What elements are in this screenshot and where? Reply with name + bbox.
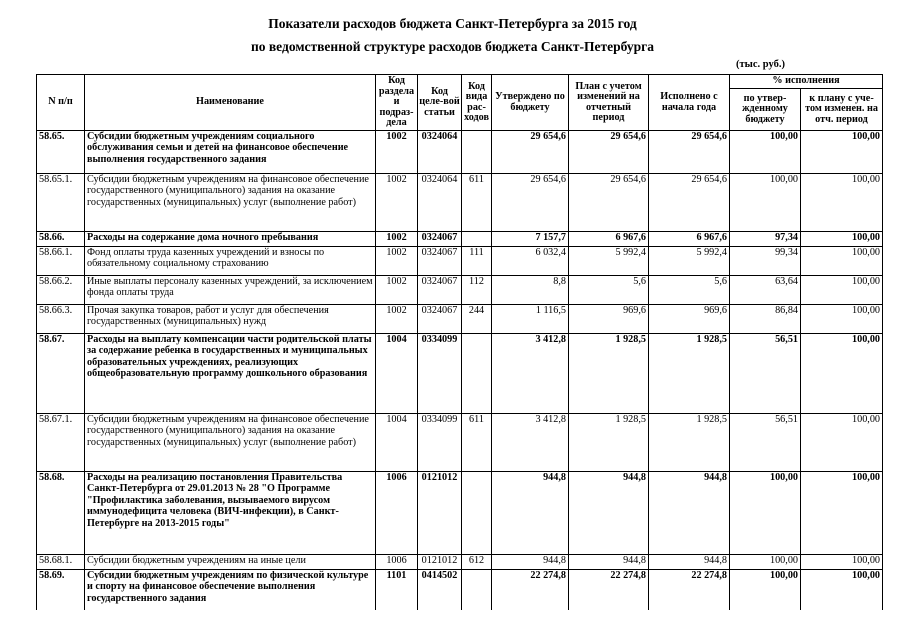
- row-number: 58.65.: [37, 131, 85, 174]
- header-vid: Код вида рас-ходов: [462, 75, 492, 131]
- row-pct-plan: 100,00: [801, 305, 883, 334]
- row-name: Расходы на реализацию постановления Правительства Санкт-Петербурга от 29.01.2013 № 28 "О Программе "Профилактика заболевания, вызываемого вирусом иммунодефицита человека (ВИЧ-инфекции), в Санкт-Петербурге на 2013-2015 годы": [85, 472, 376, 555]
- row-pct-budget: 99,34: [730, 247, 801, 276]
- row-pct-budget: 56,51: [730, 334, 801, 414]
- row-pct-plan: 100,00: [801, 247, 883, 276]
- row-statya: 0334099: [418, 334, 462, 414]
- row-razdel: 1006: [376, 555, 418, 570]
- header-executed: Исполнено с начала года: [649, 75, 730, 131]
- table-row: [37, 247, 883, 276]
- row-statya: 0414502: [418, 570, 462, 610]
- row-executed: 29 654,6: [649, 174, 730, 232]
- row-vid: 112: [462, 276, 492, 305]
- row-approved: 29 654,6: [492, 174, 569, 232]
- row-number: 58.68.1.: [37, 555, 85, 570]
- row-plan: 22 274,8: [569, 570, 649, 610]
- row-number: 58.65.1.: [37, 174, 85, 232]
- row-number: 58.67.: [37, 334, 85, 414]
- row-approved: 8,8: [492, 276, 569, 305]
- row-executed: 944,8: [649, 555, 730, 570]
- row-name: Расходы на выплату компенсации части родительской платы за содержание ребенка в государственных и муниципальных образовательных учреждениях, реализующих общеобразовательную программу дошкольного образования: [85, 334, 376, 414]
- row-razdel: 1004: [376, 334, 418, 414]
- row-statya: 0324067: [418, 232, 462, 247]
- header-pct-plan: к плану с уче-том изменен. на отч. период: [801, 89, 883, 131]
- row-vid: [462, 334, 492, 414]
- row-pct-plan: 100,00: [801, 232, 883, 247]
- table-row: [37, 334, 883, 414]
- row-plan: 5,6: [569, 276, 649, 305]
- row-executed: 1 928,5: [649, 414, 730, 472]
- row-pct-budget: 100,00: [730, 472, 801, 555]
- header-plan: План с учетом изменений на отчетный период: [569, 75, 649, 131]
- row-pct-budget: 56,51: [730, 414, 801, 472]
- header-pct-group: % исполнения: [730, 75, 883, 89]
- row-number: 58.66.3.: [37, 305, 85, 334]
- header-approved: Утверждено по бюджету: [492, 75, 569, 131]
- row-razdel: 1002: [376, 305, 418, 334]
- row-razdel: 1002: [376, 232, 418, 247]
- row-approved: 944,8: [492, 555, 569, 570]
- row-pct-budget: 63,64: [730, 276, 801, 305]
- row-statya: 0324064: [418, 174, 462, 232]
- row-vid: [462, 131, 492, 174]
- document-subtitle: по ведомственной структуре расходов бюджета Санкт-Петербурга: [250, 39, 655, 54]
- row-pct-budget: 100,00: [730, 174, 801, 232]
- row-number: 58.67.1.: [37, 414, 85, 472]
- row-plan: 1 928,5: [569, 334, 649, 414]
- row-pct-budget: 100,00: [730, 131, 801, 174]
- document-title: Показатели расходов бюджета Санкт-Петербурга за 2015 год: [268, 16, 637, 31]
- row-executed: 29 654,6: [649, 131, 730, 174]
- row-approved: 1 116,5: [492, 305, 569, 334]
- row-number: 58.68.: [37, 472, 85, 555]
- row-executed: 6 967,6: [649, 232, 730, 247]
- row-executed: 22 274,8: [649, 570, 730, 610]
- row-number: 58.69.: [37, 570, 85, 610]
- row-razdel: 1002: [376, 174, 418, 232]
- row-vid: 611: [462, 174, 492, 232]
- row-vid: 612: [462, 555, 492, 570]
- row-name: Субсидии бюджетным учреждениям на финансовое обеспечение государственного (муниципального) задания на оказание государственных (муниципальных) услуг (выполнение работ): [85, 174, 376, 232]
- row-statya: 0324067: [418, 247, 462, 276]
- row-plan: 944,8: [569, 555, 649, 570]
- row-pct-plan: 100,00: [801, 472, 883, 555]
- row-pct-plan: 100,00: [801, 570, 883, 610]
- row-pct-budget: 86,84: [730, 305, 801, 334]
- row-razdel: 1002: [376, 247, 418, 276]
- row-statya: 0324067: [418, 276, 462, 305]
- row-name: Фонд оплаты труда казенных учреждений и взносы по обязательному социальному страхованию: [85, 247, 376, 276]
- row-approved: 944,8: [492, 472, 569, 555]
- row-statya: 0121012: [418, 472, 462, 555]
- units-label: (тыс. руб.): [736, 59, 785, 70]
- row-name: Расходы на содержание дома ночного пребывания: [85, 232, 376, 247]
- row-pct-budget: 97,34: [730, 232, 801, 247]
- row-statya: 0334099: [418, 414, 462, 472]
- row-pct-plan: 100,00: [801, 555, 883, 570]
- row-plan: 944,8: [569, 472, 649, 555]
- row-approved: 22 274,8: [492, 570, 569, 610]
- header-statya: Код целе-вой статьи: [418, 75, 462, 131]
- row-approved: 3 412,8: [492, 414, 569, 472]
- row-vid: [462, 472, 492, 555]
- row-plan: 969,6: [569, 305, 649, 334]
- table-row: [37, 276, 883, 305]
- table-row: [37, 555, 883, 570]
- header-pct-budget: по утвер-жденному бюджету: [730, 89, 801, 131]
- row-plan: 1 928,5: [569, 414, 649, 472]
- row-vid: [462, 570, 492, 610]
- row-executed: 5,6: [649, 276, 730, 305]
- row-vid: 244: [462, 305, 492, 334]
- table-row: [37, 131, 883, 174]
- row-razdel: 1002: [376, 131, 418, 174]
- row-executed: 5 992,4: [649, 247, 730, 276]
- row-pct-plan: 100,00: [801, 174, 883, 232]
- header-razdel: Код раздела и подраз-дела: [376, 75, 418, 131]
- row-statya: 0324064: [418, 131, 462, 174]
- table-row: [37, 570, 883, 610]
- table-row: [37, 472, 883, 555]
- row-plan: 29 654,6: [569, 131, 649, 174]
- row-razdel: 1006: [376, 472, 418, 555]
- row-razdel: 1002: [376, 276, 418, 305]
- row-approved: 7 157,7: [492, 232, 569, 247]
- row-approved: 6 032,4: [492, 247, 569, 276]
- row-razdel: 1101: [376, 570, 418, 610]
- row-executed: 1 928,5: [649, 334, 730, 414]
- row-number: 58.66.1.: [37, 247, 85, 276]
- row-vid: 611: [462, 414, 492, 472]
- row-pct-budget: 100,00: [730, 555, 801, 570]
- row-number: 58.66.2.: [37, 276, 85, 305]
- row-plan: 5 992,4: [569, 247, 649, 276]
- row-name: Субсидии бюджетным учреждениям социального обслуживания семьи и детей на финансовое обеспечение выполнения государственного задания: [85, 131, 376, 174]
- row-name: Иные выплаты персоналу казенных учреждений, за исключением фонда оплаты труда: [85, 276, 376, 305]
- row-pct-plan: 100,00: [801, 334, 883, 414]
- table-row: [37, 414, 883, 472]
- row-approved: 3 412,8: [492, 334, 569, 414]
- table-row: [37, 232, 883, 247]
- row-pct-plan: 100,00: [801, 131, 883, 174]
- budget-table: [36, 74, 883, 610]
- row-name: Прочая закупка товаров, работ и услуг для обеспечения государственных (муниципальных) нужд: [85, 305, 376, 334]
- row-statya: 0121012: [418, 555, 462, 570]
- header-num: N п/п: [37, 75, 85, 131]
- row-executed: 969,6: [649, 305, 730, 334]
- row-razdel: 1004: [376, 414, 418, 472]
- row-plan: 6 967,6: [569, 232, 649, 247]
- row-statya: 0324067: [418, 305, 462, 334]
- row-name: Субсидии бюджетным учреждениям на иные цели: [85, 555, 376, 570]
- row-name: Субсидии бюджетным учреждениям на финансовое обеспечение государственного (муниципального) задания на оказание государственных (муниципальных) услуг (выполнение работ): [85, 414, 376, 472]
- row-approved: 29 654,6: [492, 131, 569, 174]
- table-row: [37, 174, 883, 232]
- row-name: Субсидии бюджетным учреждениям по физической культуре и спорту на финансовое обеспечение выполнения государственного задания: [85, 570, 376, 610]
- row-vid: [462, 232, 492, 247]
- row-pct-budget: 100,00: [730, 570, 801, 610]
- row-plan: 29 654,6: [569, 174, 649, 232]
- table-row: [37, 305, 883, 334]
- row-number: 58.66.: [37, 232, 85, 247]
- row-pct-plan: 100,00: [801, 414, 883, 472]
- row-pct-plan: 100,00: [801, 276, 883, 305]
- row-vid: 111: [462, 247, 492, 276]
- row-executed: 944,8: [649, 472, 730, 555]
- header-name: Наименование: [85, 75, 376, 131]
